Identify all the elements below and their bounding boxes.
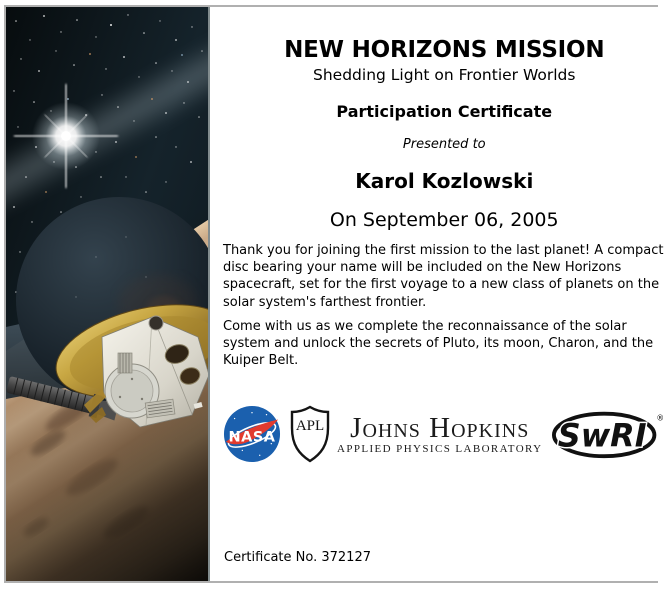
certificate-date: On September 06, 2005: [329, 209, 559, 231]
mission-title: NEW HORIZONS MISSION: [284, 37, 605, 63]
nasa-logo-icon: [223, 405, 281, 463]
svg-text:SwRI: SwRI: [557, 416, 647, 455]
body-paragraph-1: Thank you for joining the first mission to the last planet! A compact disc bearing your name will be included on the New Horizons spacecraft, set for the first voyage to a new class of planets on the solar system's farthest frontier.: [223, 243, 664, 310]
certificate-window: [4, 5, 664, 583]
sponsor-logos: [223, 404, 666, 464]
presented-to-label: Presented to: [402, 137, 486, 152]
apl-division-name: APPLIED PHYSICS LABORATORY: [337, 443, 543, 456]
certificate-heading: Participation Certificate: [336, 102, 553, 121]
mission-subtitle: Shedding Light on Frontier Worlds: [313, 66, 576, 84]
johns-hopkins-wordmark: [337, 413, 543, 455]
svg-text:NASA: NASA: [228, 430, 276, 447]
johns-hopkins-name: Johns Hopkins: [350, 412, 530, 445]
body-paragraph-2: Come with us as we complete the reconnaissance of the solar system and unlock the secrets of Pluto, its moon, Charon, and the Kuiper Belt.: [223, 318, 654, 369]
space-scene-illustration: [6, 7, 208, 581]
svg-text:®: ®: [655, 413, 664, 423]
certificate-panel: [208, 7, 668, 581]
certificate-number: Certificate No. 372127: [224, 550, 371, 565]
louver-panel-2: [118, 353, 132, 373]
svg-text:APL: APL: [295, 418, 325, 435]
apl-shield-icon: [290, 405, 330, 463]
swri-logo-icon: [552, 408, 666, 460]
mission-artwork: [6, 7, 208, 581]
recipient-name: Karol Kozlowski: [355, 169, 534, 193]
